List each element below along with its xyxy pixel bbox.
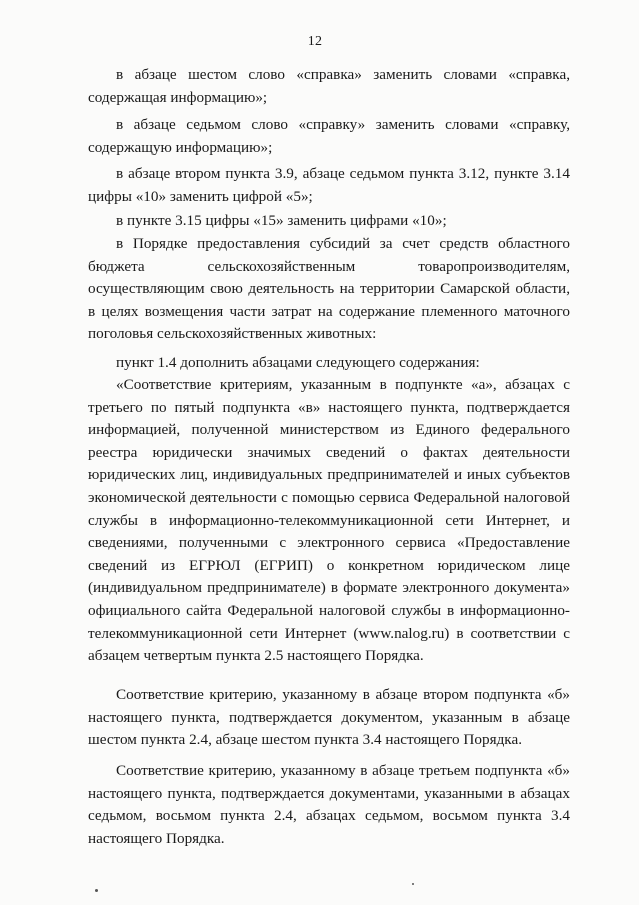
paragraph-text: пункт 1.4 дополнить абзацами следующего содержания:: [116, 354, 480, 371]
paragraph-criterion-b3: [88, 760, 570, 850]
paragraph-poryadok: [88, 233, 570, 346]
paragraph-abzac-7: [88, 114, 570, 159]
paragraph-text: в Порядке предоставления субсидий за счет средств областного бюджета сельскохозяйственным товаропроизводителям, осуществляющим свою деятельность на территории Самарской области, в целях возмещения части затрат на содержание племенного маточного поголовья сельскохозяйственных животных:: [88, 235, 570, 343]
paragraph-text: в абзаце седьмом слово «справку» заменить словами «справку, содержащую информацию»;: [88, 116, 570, 156]
paragraph-punkt-1-4: [88, 352, 570, 375]
paragraph-text: в абзаце шестом слово «справка» заменить словами «справка, содержащая информацию»;: [88, 66, 570, 106]
paragraph-text: в абзаце втором пункта 3.9, абзаце седьмом пункта 3.12, пункте 3.14 цифры «10» заменить цифрой «5»;: [88, 165, 570, 205]
paragraph-punkt-3-9: [88, 163, 570, 208]
scan-speck: [95, 889, 98, 892]
paragraph-text: Соответствие критерию, указанному в абзаце втором подпункта «б» настоящего пункта, подтверждается документом, указанным в абзаце шестом пункта 2.4, абзаце шестом пункта 3.4 настоящего Порядка.: [88, 686, 570, 749]
paragraph-text: «Соответствие критериям, указанным в подпункте «а», абзацах с третьего по пятый подпункта «в» настоящего пункта, подтверждается информацией, полученной министерством из Единого федерального реестра юридически значимых сведений о фактах деятельности юридических лиц, индивидуальных предпринимателей и иных субъектов экономической деятельности с помощью сервиса Федеральной налоговой службы в информационно-телекоммуникационной сети Интернет, и сведениями, полученными с электронного сервиса «Предоставление сведений из ЕГРЮЛ (ЕГРИП) о конкретном юридическом лице (индивидуальном предпринимателе) в формате электронного документа» официального сайта Федеральной налоговой службы в информационно-телекоммуникационной сети Интернет (www.nalog.ru) в соответствии с абзацем четвертым пункта 2.5 настоящего Порядка.: [88, 376, 570, 665]
page-number: 12: [307, 34, 323, 49]
paragraph-quote-criteria: [88, 374, 570, 668]
paragraph-punkt-3-15: [88, 210, 570, 233]
paragraph-text: Соответствие критерию, указанному в абзаце третьем подпункта «б» настоящего пункта, подтверждается документами, указанными в абзацах седьмом, восьмом пункта 2.4, абзацах седьмом, восьмом пункта 3.4 настоящего Порядка.: [88, 762, 570, 847]
paragraph-criterion-b2: [88, 684, 570, 752]
paragraph-abzac-6: [88, 64, 570, 109]
scan-speck: [412, 883, 414, 885]
paragraph-text: в пункте 3.15 цифры «15» заменить цифрами «10»;: [116, 212, 447, 229]
